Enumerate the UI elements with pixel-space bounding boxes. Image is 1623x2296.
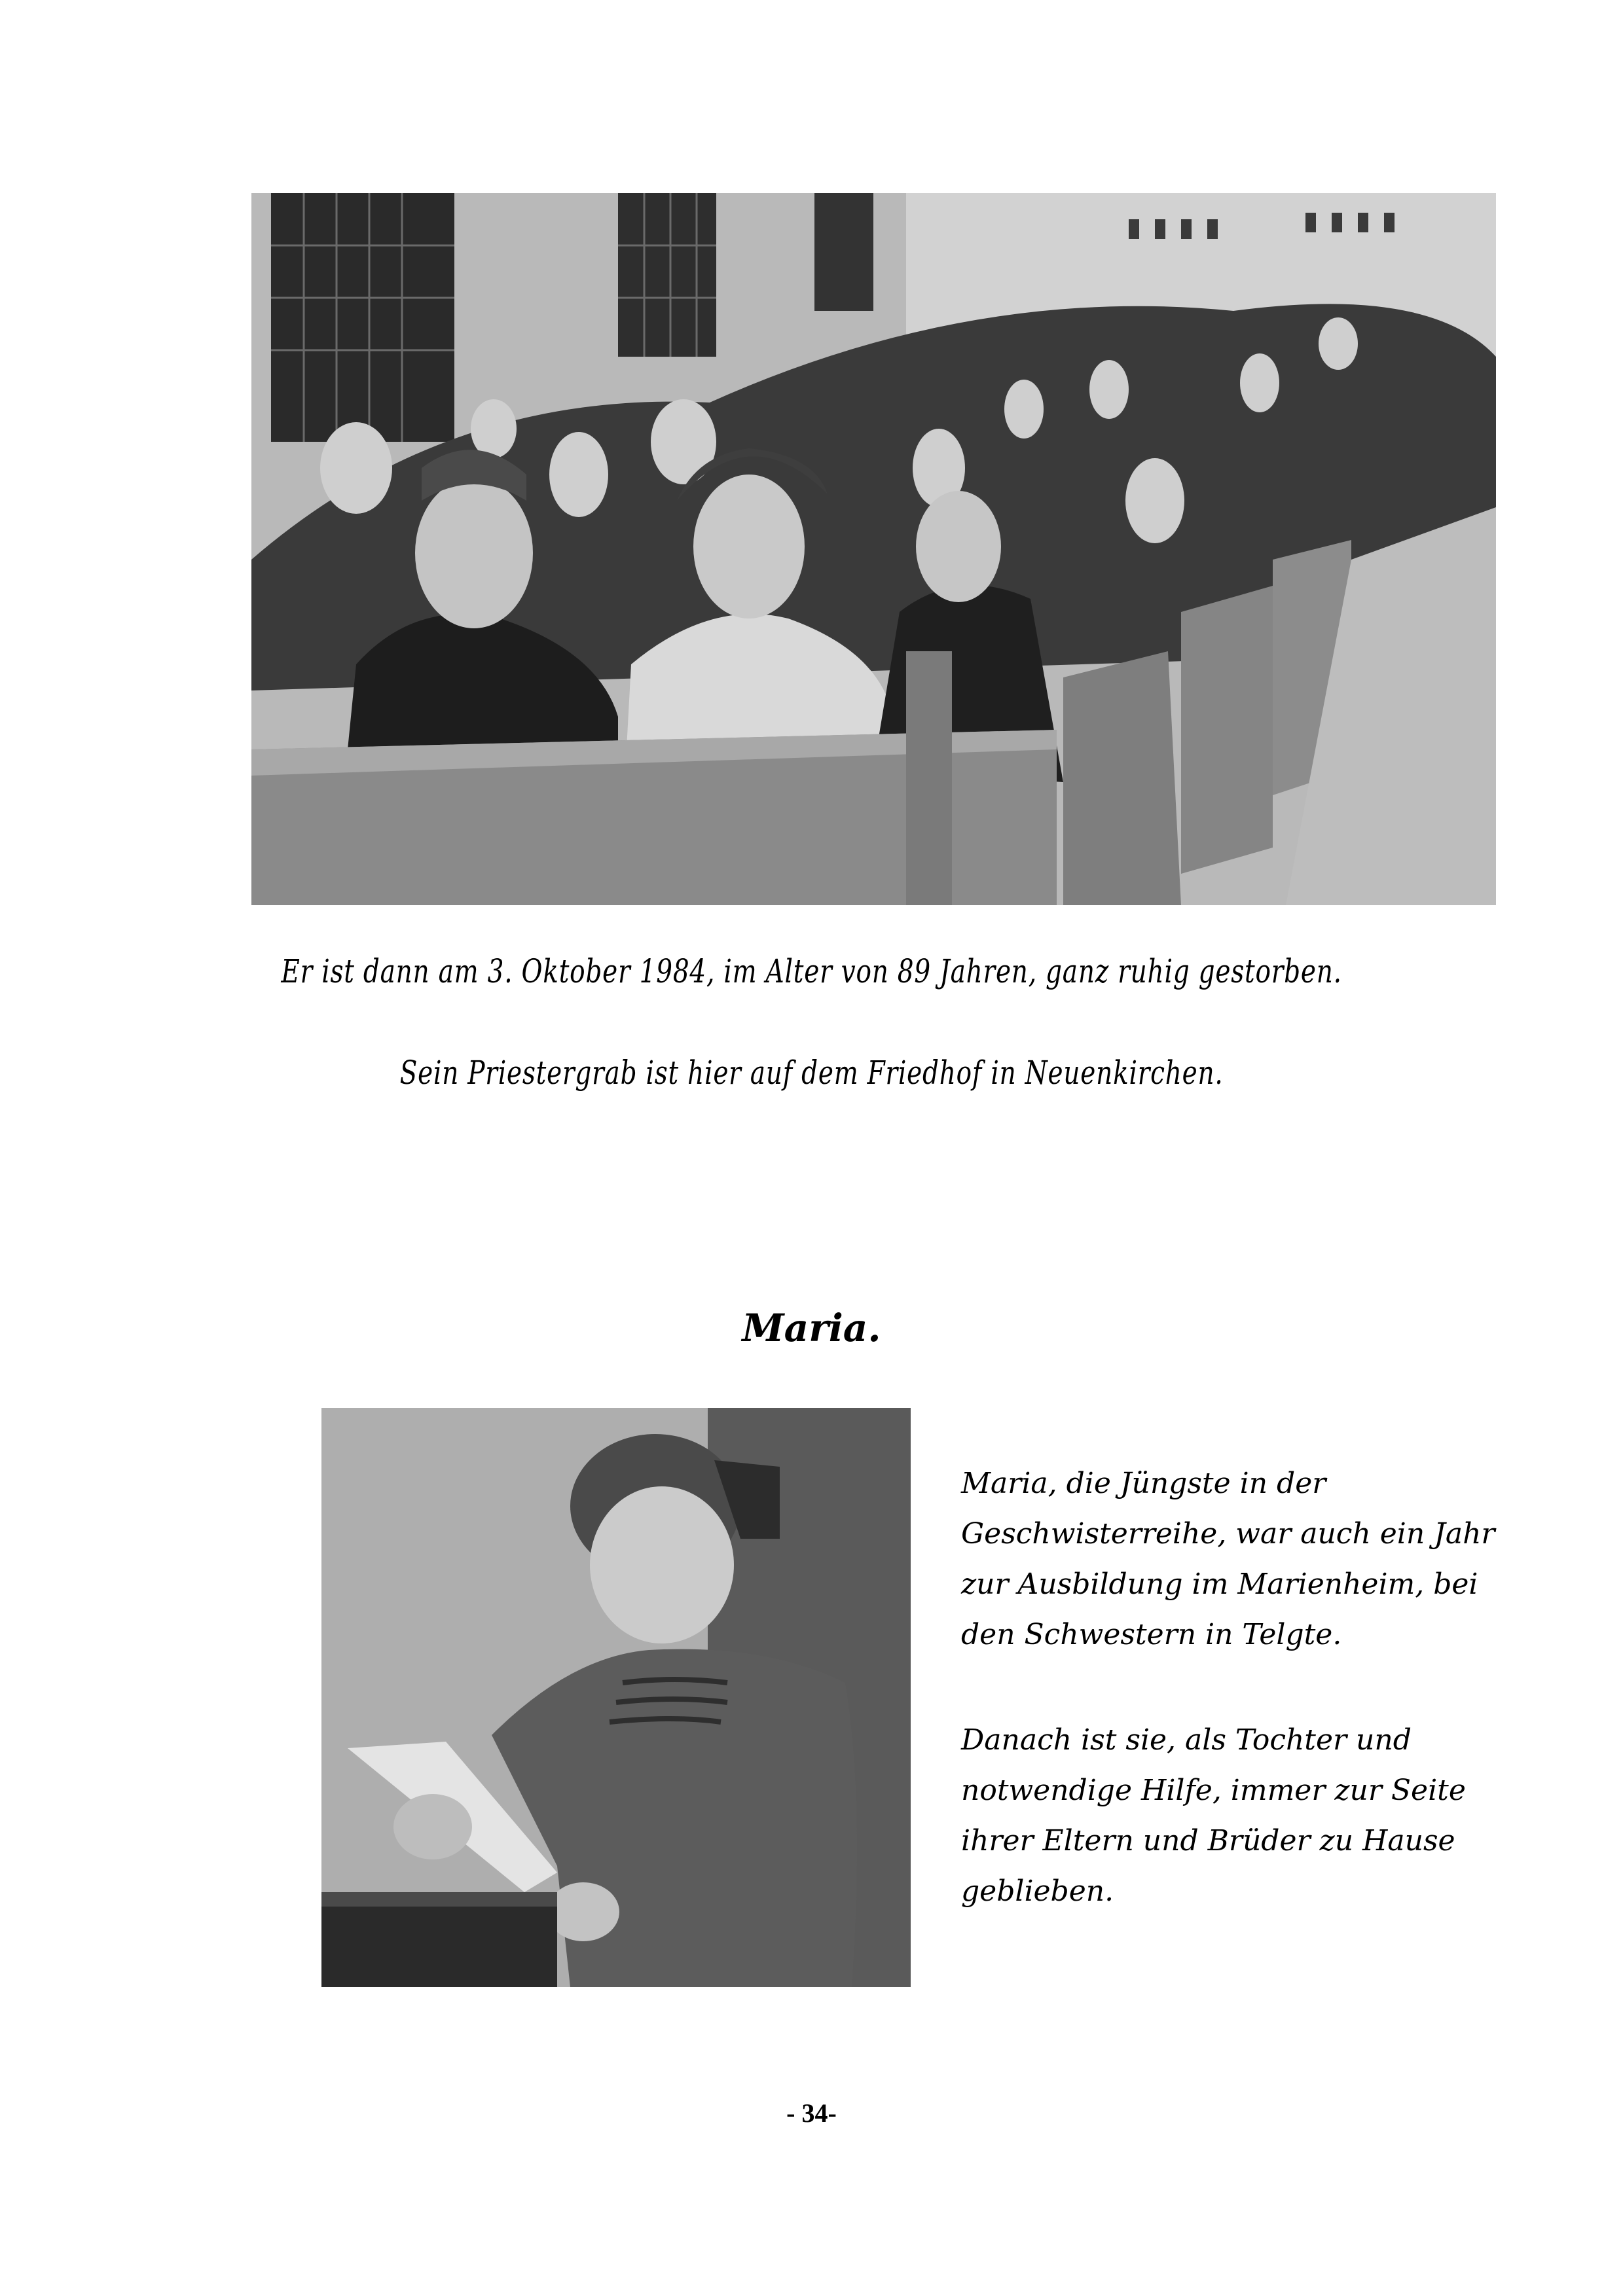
congregation-photo-drawing <box>251 193 1496 905</box>
paragraph-line: Maria, die Jüngste in der <box>961 1467 1326 1500</box>
caption-grave-location: Sein Priestergrab ist hier auf dem Friedhof in Neuenkirchen. <box>399 1054 1224 1092</box>
caption-death-date: Er ist dann am 3. Oktober 1984, im Alter von 89 Jahren, ganz ruhig gestorben. <box>281 952 1342 990</box>
maria-paragraph-home <box>961 1715 1485 1916</box>
paragraph-line: ihrer Eltern und Brüder zu Hause <box>961 1824 1455 1857</box>
paragraph-line: den Schwestern in Telgte. <box>961 1618 1342 1651</box>
paragraph-line: Geschwisterreihe, war auch ein Jahr <box>961 1517 1495 1551</box>
maria-portrait-photo <box>321 1408 911 1987</box>
page-number: - 34- <box>786 2098 837 2128</box>
paragraph-line: zur Ausbildung im Marienheim, bei <box>961 1568 1478 1601</box>
section-heading: Maria. <box>742 1306 881 1350</box>
paragraph-line: Danach ist sie, als Tochter und <box>961 1723 1412 1757</box>
paragraph-line: geblieben. <box>961 1874 1114 1908</box>
paragraph-line: notwendige Hilfe, immer zur Seite <box>961 1774 1466 1807</box>
maria-paragraph-training <box>961 1458 1495 1660</box>
congregation-photo <box>251 193 1496 905</box>
maria-portrait-drawing <box>321 1408 911 1987</box>
